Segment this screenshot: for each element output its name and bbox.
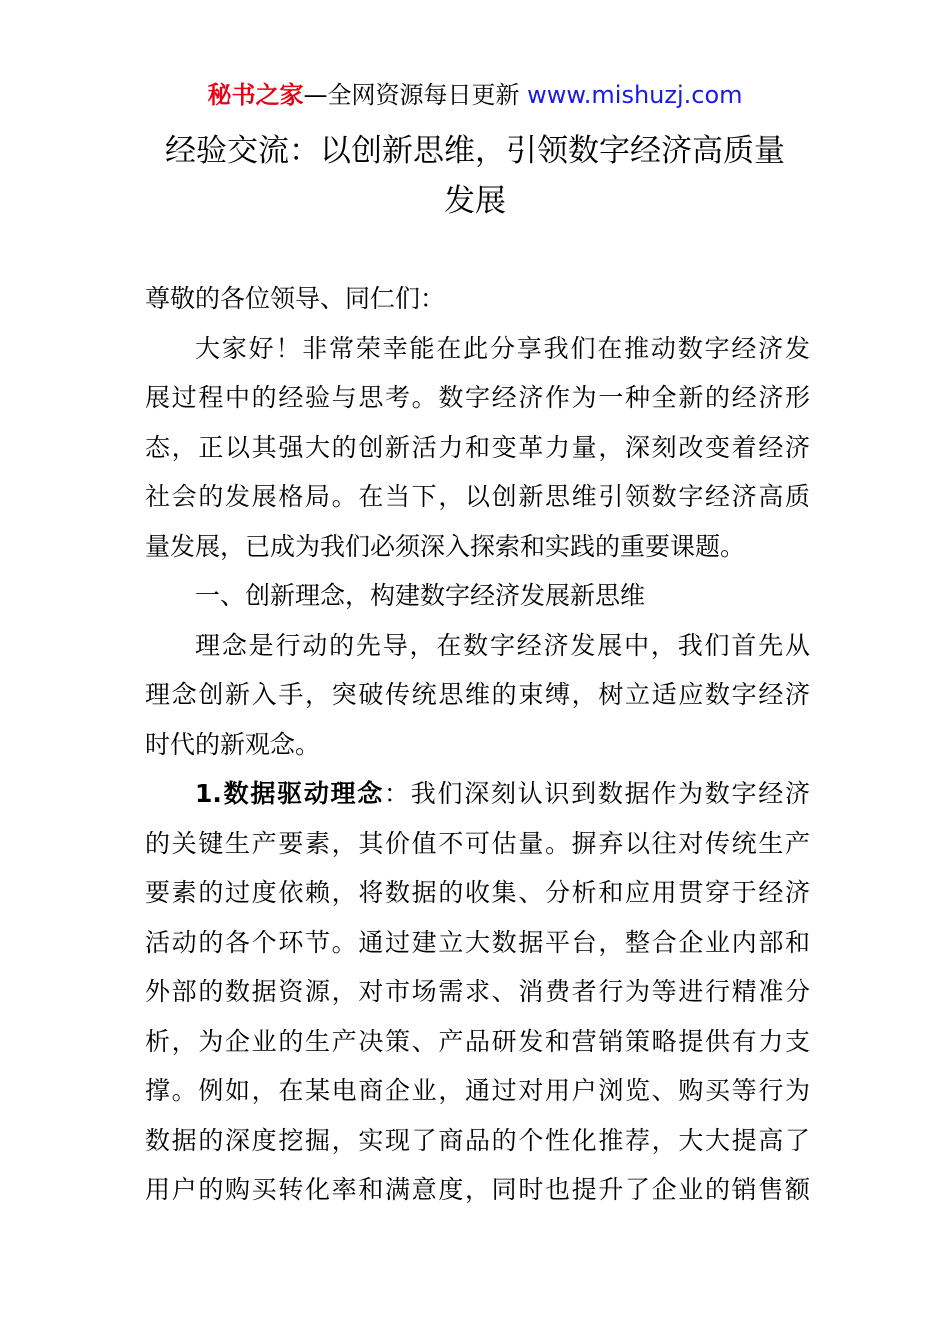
title-line-1: 经验交流：以创新思维，引领数字经济高质量 — [165, 133, 785, 169]
paragraph-line: 要素的过度依赖，将数据的收集、分析和应用贯穿于经济 — [145, 878, 810, 907]
title-line-2: 发展 — [444, 183, 506, 219]
paragraph-line: 活动的各个环节。通过建立大数据平台，整合企业内部和 — [145, 927, 810, 957]
paragraph-line: 社会的发展格局。在当下，以创新思维引领数字经济高质 — [145, 482, 810, 511]
item-first-line — [145, 769, 810, 819]
paragraph-line: 外部的数据资源，对市场需求、消费者行为等进行精准分 — [145, 977, 810, 1006]
document-title — [0, 126, 950, 226]
paragraph-intro — [145, 324, 810, 572]
paragraph-line: 态，正以其强大的创新活力和变革力量，深刻改变着经济 — [145, 432, 810, 462]
paragraph-line: 理念是行动的先导，在数字经济发展中，我们首先从 — [195, 630, 810, 660]
paragraph-line: 用户的购买转化率和满意度，同时也提升了企业的销售额 — [145, 1175, 810, 1204]
paragraph-line: 理念创新入手，突破传统思维的束缚，树立适应数字经济 — [145, 680, 810, 709]
header-tagline: —全网资源每日更新 — [303, 81, 528, 109]
item-label: 1.数据驱动理念 — [195, 779, 385, 808]
paragraph-line: 的关键生产要素，其价值不可估量。摒弃以往对传统生产 — [145, 828, 810, 858]
brand-name: 秘书之家 — [207, 81, 304, 109]
paragraph-line: 数据的深度挖掘，实现了商品的个性化推荐，大大提高了 — [145, 1125, 810, 1155]
section-heading-1: 一、创新理念，构建数字经济发展新思维 — [195, 581, 646, 610]
paragraph-line: 析，为企业的生产决策、产品研发和营销策略提供有力支 — [145, 1026, 810, 1056]
item-text: ：我们深刻认识到数据作为数字经济 — [384, 779, 810, 808]
site-url-link[interactable]: www.mishuzj.com — [527, 81, 743, 109]
site-header — [0, 78, 950, 112]
document-body — [145, 274, 810, 1215]
salutation: 尊敬的各位领导、同仁们： — [145, 284, 446, 313]
paragraph-line: 时代的新观念。 — [145, 729, 321, 759]
paragraph-concept — [145, 621, 810, 770]
paragraph-line: 展过程中的经验与思考。数字经济作为一种全新的经济形 — [145, 383, 810, 412]
paragraph-line: 量发展，已成为我们必须深入探索和实践的重要课题。 — [145, 531, 746, 561]
paragraph-line: 撑。例如，在某电商企业，通过对用户浏览、购买等行为 — [145, 1076, 810, 1105]
item-data-driven — [145, 769, 810, 1215]
paragraph-line: 大家好！非常荣幸能在此分享我们在推动数字经济发 — [195, 333, 810, 363]
